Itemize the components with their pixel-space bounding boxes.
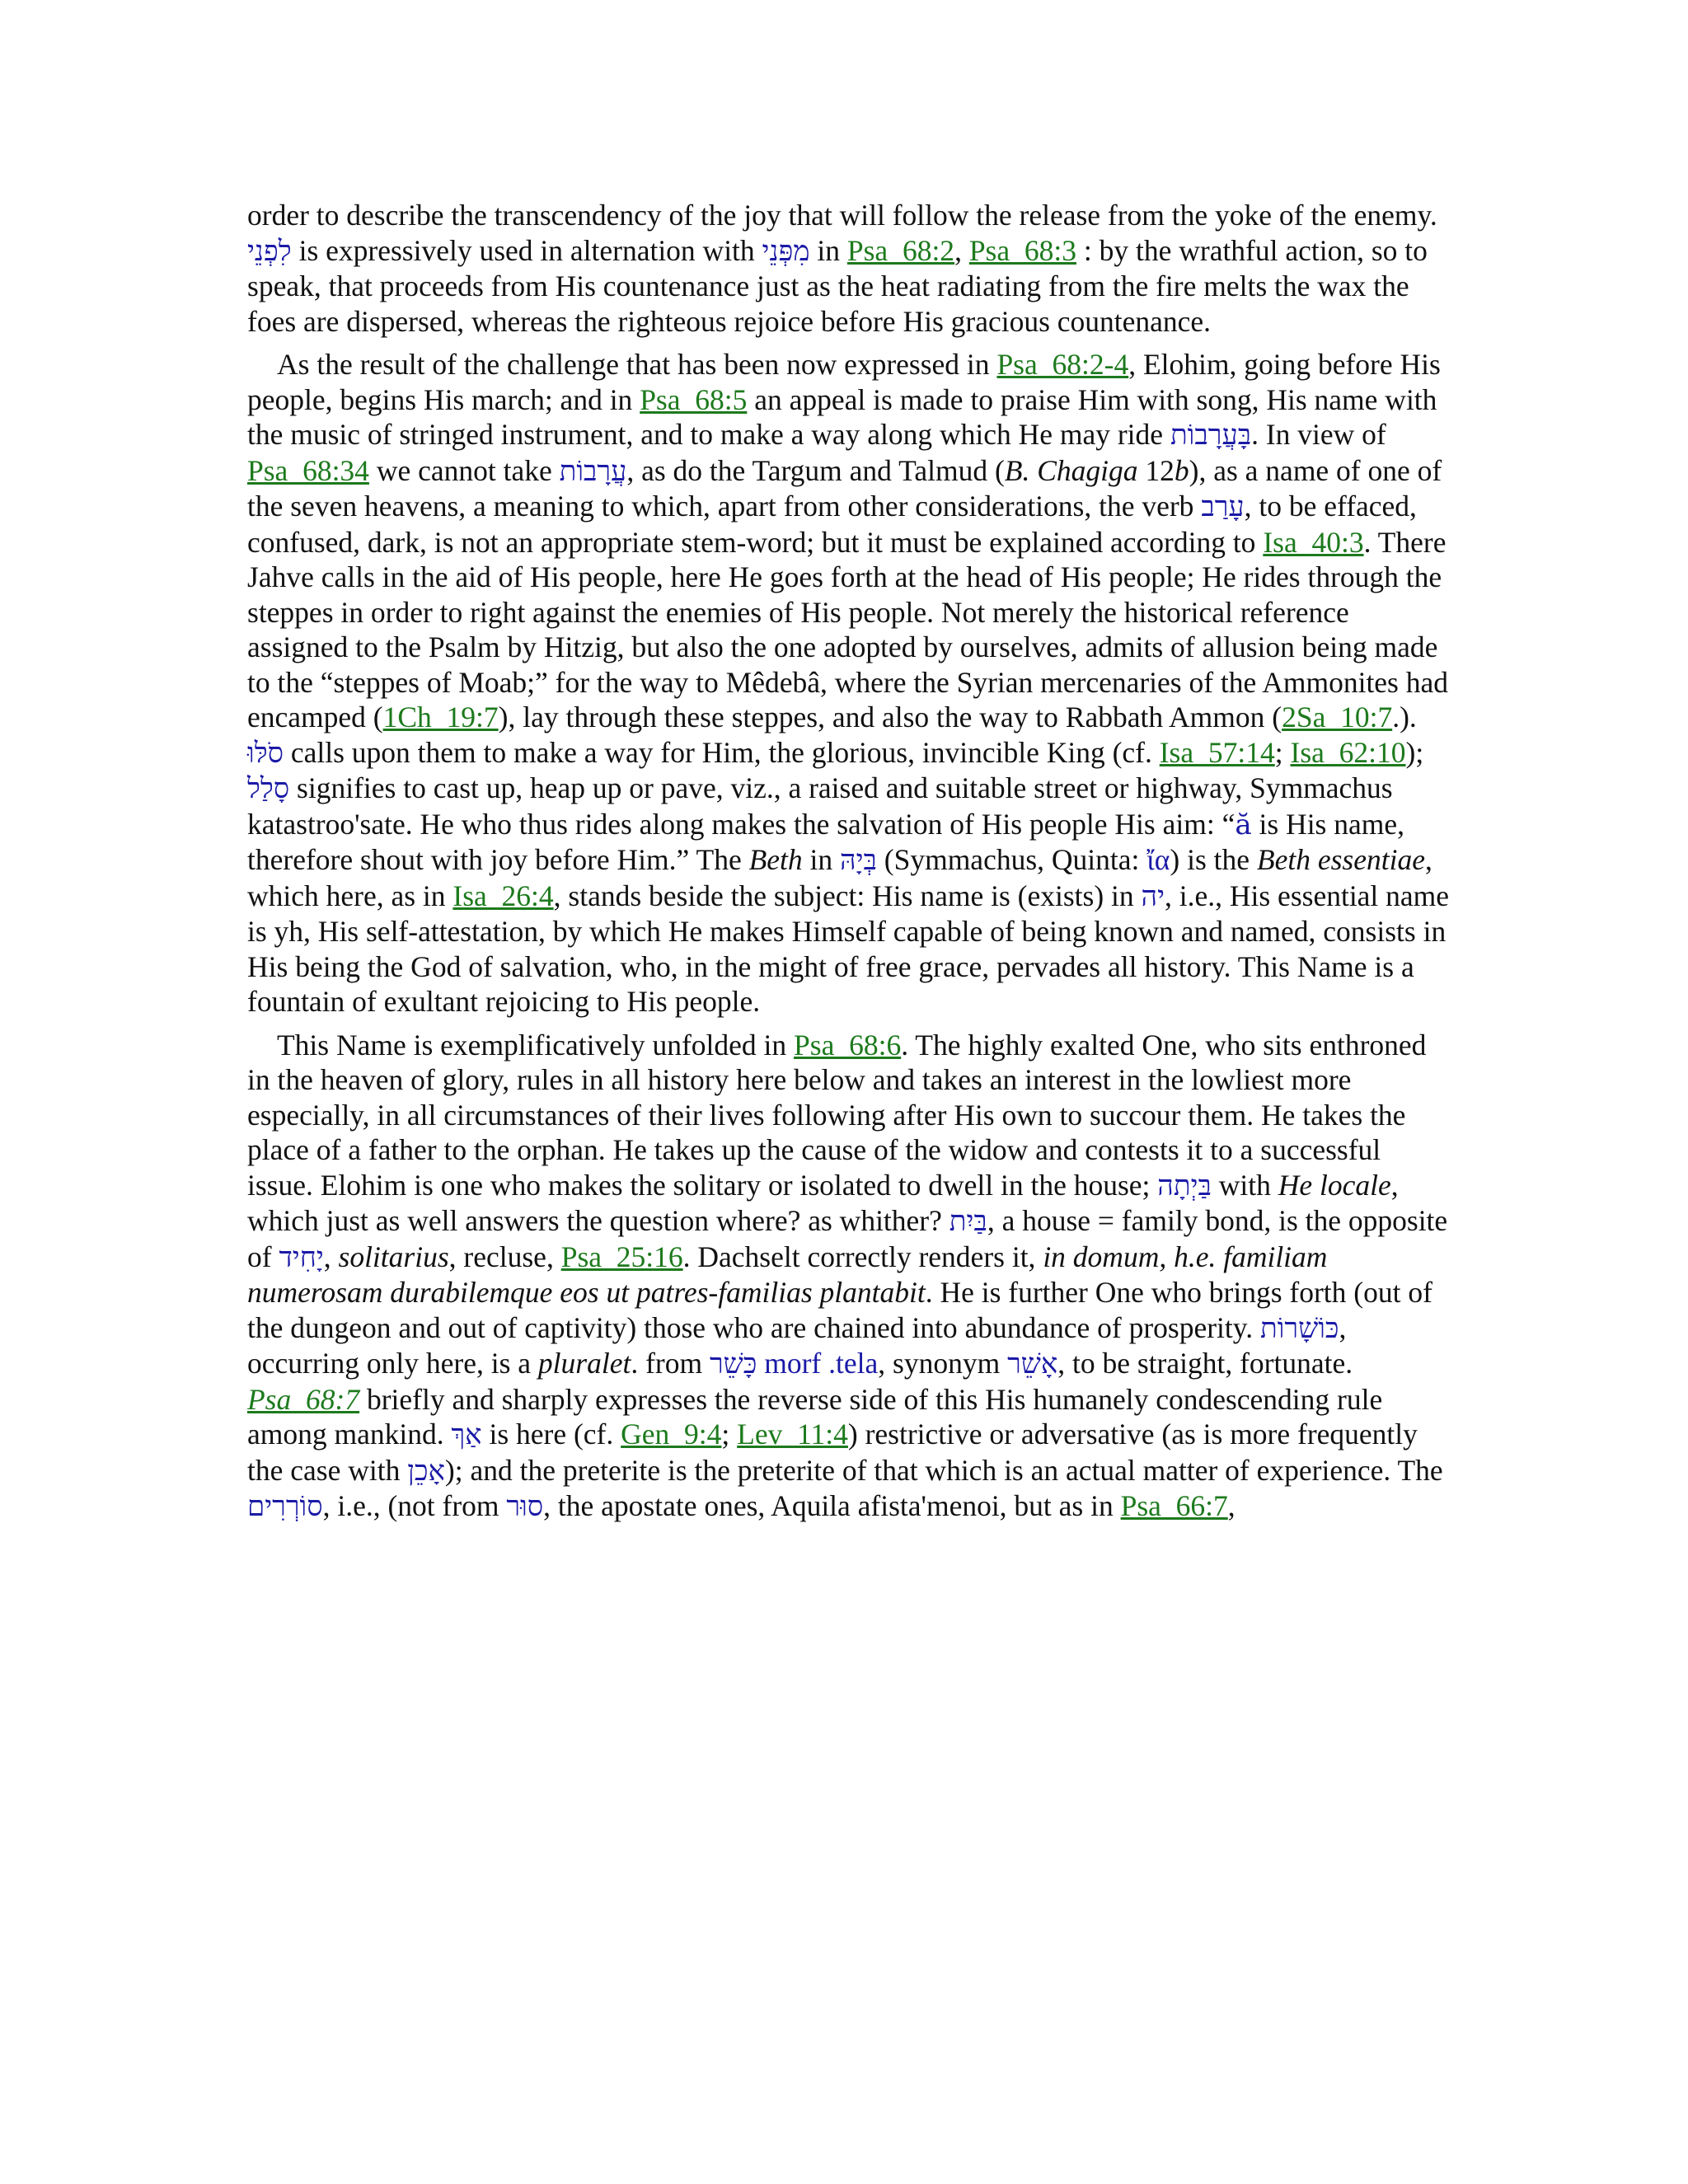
text: , to be effaced, confused, dark, is not an appropriate stem-word; but it must be explained according to bbox=[247, 490, 1417, 559]
hebrew-word: סוּר bbox=[506, 1490, 544, 1523]
greek-word: ἴα bbox=[1146, 843, 1170, 876]
hebrew-word: סוֹרְרִים bbox=[247, 1490, 323, 1523]
text: ); and the preterite is the preterite of that which is an actual matter of experience. The bbox=[444, 1453, 1443, 1487]
text: , bbox=[323, 1240, 339, 1273]
text: . The highly exalted One, who sits enthroned in the heaven of glory, rules in all history here below and takes an interest in the lowliest more especially, in all circumstances of their lives following after His own to succour them. He takes the place of a father to the orphan. He takes up the cause of the widow and contests it to a successful issue. Elohim is one who makes the solitary or isolated to dwell in the house; bbox=[247, 1028, 1427, 1202]
scripture-link[interactable]: Psa_68:3 bbox=[968, 233, 1076, 267]
text: we cannot take bbox=[368, 453, 560, 487]
hebrew-word: מִפְּנֵי bbox=[762, 234, 810, 268]
italic-text: solitarius bbox=[338, 1240, 449, 1273]
text: ), as a name of one of the seven heavens, a meaning to which, apart from other considerations, the verb bbox=[247, 453, 1442, 523]
text: , the apostate ones, Aquila afista'menoi, but as in bbox=[543, 1489, 1121, 1522]
text: signifies to cast up, heap up or pave, viz., a raised and suitable street or highway, Symmachus katastroo'sate. He who thus rides along makes the salvation of His people His aim: “ bbox=[247, 771, 1393, 841]
text: order to describe the transcendency of the joy that will follow the release from the yoke of the enemy. bbox=[247, 199, 1437, 232]
text: ), lay through these steppes, and also the way to Rabbath Ammon ( bbox=[498, 701, 1282, 733]
text: 12 bbox=[1137, 453, 1175, 487]
hebrew-word: ă bbox=[1235, 808, 1252, 841]
scripture-link[interactable]: Psa_25:16 bbox=[560, 1240, 683, 1273]
hebrew-word: עָרַב bbox=[1201, 490, 1245, 523]
scripture-link[interactable]: Isa_62:10 bbox=[1290, 735, 1406, 769]
text: , a house = family bond, is the opposite of bbox=[247, 1204, 1448, 1273]
text: , which just as well answers the question where? as whither? bbox=[247, 1168, 1399, 1237]
hebrew-word: כּוֹשָׁרוֹת bbox=[1259, 1311, 1339, 1345]
text: . Dachselt correctly renders it, bbox=[682, 1240, 1043, 1273]
hebrew-word: סֹלּוּ bbox=[247, 736, 284, 770]
hebrew-word: סָלַל bbox=[247, 772, 290, 805]
text: . In view of bbox=[1251, 418, 1386, 451]
text: is His name, therefore shout with joy before Him.” The bbox=[247, 807, 1404, 876]
scripture-link[interactable]: Gen_9:4 bbox=[621, 1418, 722, 1451]
text: , occurring only here, is a bbox=[247, 1310, 1347, 1380]
text: , which here, as in bbox=[247, 843, 1432, 912]
text: is expressively used in alternation with bbox=[291, 233, 762, 267]
text: briefly and sharply expresses the reverse side of this His humanely condescending rule among mankind. bbox=[247, 1382, 1383, 1451]
scripture-link[interactable]: Lev_11:4 bbox=[737, 1418, 848, 1451]
italic-text: pluralet bbox=[537, 1347, 631, 1380]
hebrew-word: יה bbox=[1141, 879, 1165, 913]
scripture-link[interactable]: 2Sa_10:7 bbox=[1282, 701, 1393, 733]
text: , as do the Targum and Talmud ( bbox=[626, 453, 1005, 487]
scripture-link[interactable]: Isa_26:4 bbox=[452, 879, 554, 912]
text: , i.e., His essential name is yh, His self-attestation, by which He makes Himself capable of being known and named, consists in His being the God of salvation, who, in the might of free grace, pervades all history. This Name is a fountain of exultant rejoicing to His people. bbox=[247, 879, 1450, 1018]
hebrew-word: בָּעֲרָבוֹת bbox=[1170, 419, 1252, 452]
scripture-link[interactable]: 1Ch_19:7 bbox=[382, 701, 499, 733]
hebrew-word: עֲרָבוֹת bbox=[559, 454, 627, 488]
text: This Name is exemplificatively unfolded in bbox=[277, 1028, 795, 1062]
text: is here (cf. bbox=[481, 1418, 621, 1451]
scripture-link[interactable]: Isa_57:14 bbox=[1159, 735, 1275, 769]
text: , stands beside the subject: His name is (exists) in bbox=[553, 879, 1142, 912]
text: : by the wrathful action, so to speak, that proceeds from His countenance just as the heat radiating from the fire melts the wax the foes are dispersed, whereas the righteous rejoice before His gracious countenance. bbox=[247, 233, 1428, 338]
scripture-link[interactable]: Psa_68:34 bbox=[247, 453, 369, 487]
text: . He is further One who brings forth (out of the dungeon and out of captivity) those who are chained into abundance of prosperity. bbox=[247, 1276, 1432, 1344]
hebrew-word: אָשֵׁר bbox=[1007, 1347, 1058, 1380]
greek-word: morf .tela bbox=[757, 1347, 879, 1380]
scripture-link[interactable]: Psa_68:6 bbox=[794, 1028, 902, 1062]
hebrew-word: אָכֵן bbox=[407, 1454, 445, 1488]
hebrew-word: כָּשֵׁר bbox=[709, 1347, 757, 1380]
text: . There Jahve calls in the aid of His people, here He goes forth at the head of His people; He rides through the steppes in order to right against the enemies of His people. Not merely the historical reference assigned to the Psalm by Hitzig, but also the one adopted by ourselves, admits of allusion being made to the “steppes of Moab;” for the way to Mêdebâ, where the Syrian mercenaries of the Ammonites had encamped ( bbox=[247, 525, 1449, 733]
text: , bbox=[954, 233, 969, 267]
text: , synonym bbox=[878, 1347, 1008, 1380]
hebrew-word: בַּיִת bbox=[949, 1205, 987, 1238]
text: , Elohim, going before His people, begins His march; and in bbox=[247, 348, 1441, 416]
paragraph bbox=[247, 1028, 1451, 1525]
text: ) is the bbox=[1170, 843, 1257, 876]
paragraph bbox=[247, 198, 1451, 339]
italic-text: He locale bbox=[1278, 1168, 1391, 1202]
text: . from bbox=[631, 1347, 710, 1380]
text: , i.e., (not from bbox=[322, 1489, 507, 1522]
scripture-link[interactable]: Psa_66:7 bbox=[1120, 1489, 1228, 1522]
text: , recluse, bbox=[448, 1240, 561, 1273]
text: , bbox=[1227, 1489, 1236, 1522]
hebrew-word: אַךְ bbox=[451, 1418, 482, 1451]
scripture-link[interactable]: Psa_68:5 bbox=[640, 382, 748, 416]
text: in bbox=[802, 843, 841, 876]
italic-text: Beth essentiae bbox=[1256, 843, 1425, 876]
italic-text: B. Chagiga bbox=[1004, 453, 1138, 487]
italic-text: in domum, h.e. familiam numerosam durabilemque eos ut patres-familias plantabit bbox=[247, 1240, 1328, 1309]
italic-text: Beth bbox=[748, 843, 803, 876]
text: ) restrictive or adversative (as is more frequently the case with bbox=[247, 1418, 1418, 1487]
text: As the result of the challenge that has been now expressed in bbox=[277, 348, 997, 381]
text: ; bbox=[1274, 735, 1291, 769]
text: an appeal is made to praise Him with song, His name with the music of stringed instrument, and to make a way along which He may ride bbox=[247, 382, 1437, 451]
text: .). bbox=[1392, 701, 1417, 733]
document-page bbox=[247, 198, 1451, 1533]
italic-text: b bbox=[1174, 453, 1189, 487]
hebrew-word: בְּיָהּ bbox=[840, 844, 877, 877]
text: with bbox=[1211, 1168, 1278, 1202]
scripture-link[interactable]: Psa_68:7 bbox=[247, 1382, 360, 1416]
text: ; bbox=[721, 1418, 738, 1451]
text: ); bbox=[1405, 735, 1424, 769]
scripture-link[interactable]: Psa_68:2-4 bbox=[996, 348, 1129, 381]
paragraph bbox=[247, 347, 1451, 1019]
hebrew-word: לִפְנֵי bbox=[247, 234, 292, 268]
text: , to be straight, fortunate. bbox=[1057, 1347, 1353, 1380]
text: in bbox=[809, 233, 847, 267]
hebrew-word: בַּיְתָה bbox=[1157, 1169, 1212, 1202]
scripture-link[interactable]: Isa_40:3 bbox=[1263, 525, 1364, 559]
hebrew-word: יָחִיד bbox=[279, 1240, 324, 1274]
scripture-link[interactable]: Psa_68:2 bbox=[846, 233, 955, 267]
text: (Symmachus, Quinta: bbox=[876, 843, 1147, 876]
text: calls upon them to make a way for Him, the glorious, invincible King (cf. bbox=[283, 735, 1160, 769]
